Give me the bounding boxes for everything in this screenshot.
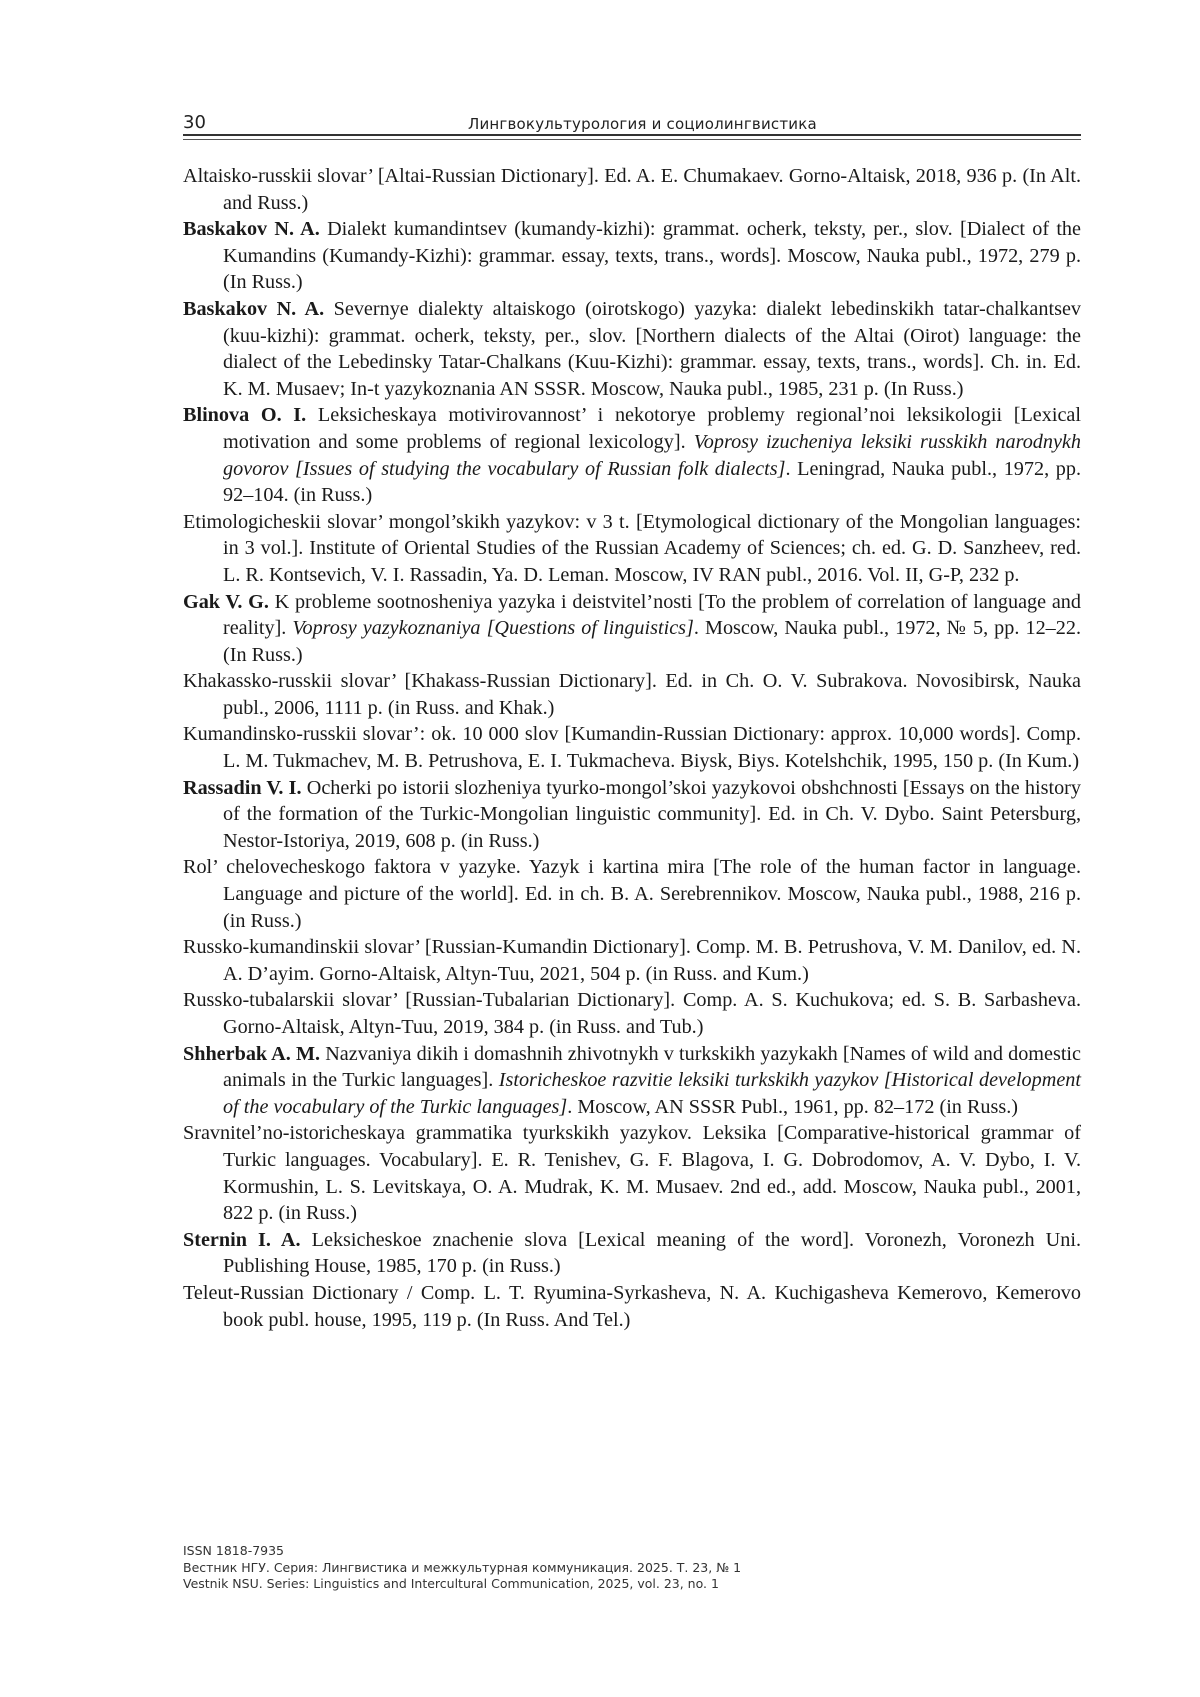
issn-line: ISSN 1818-7935 <box>183 1543 285 1558</box>
reference-author: Sternin I. A. <box>183 1228 301 1251</box>
reference-author: Rassadin V. I. <box>183 776 302 799</box>
reference-author: Gak V. G. <box>183 590 269 613</box>
reference-entry: Shherbak A. M. Nazvaniya dikih i domashnih zhivotnykh v turkskikh yazykakh [Names of wild and domestic animals in the Turkic languages]. Istoricheskoe razvitie leksiki turkskikh yazykov [Historical development of the vocabulary of the Turkic languages]. Moscow, AN SSSR Publ., 1961, pp. 82–172 (in Russ.) <box>183 1042 1082 1118</box>
header-rule-thin <box>183 139 1081 140</box>
reference-entry: Baskakov N. A. Severnye dialekty altaiskogo (oirotskogo) yazyka: dialekt lebedinskikh tatar-chalkantsev (kuu-kizhi): grammat. ocherk, teksty, per., slov. [Northern dialects of the Altai (Oirot) language: the dialect of the Lebedinsky Tatar-Chalkans (Kuu-Kizhi): grammar. essay, texts, trans., words]. Ch. in. Ed. K. M. Musaev; In-t yazykoznania AN SSSR. Moscow, Nauka publ., 1985, 231 p. (In Russ.) <box>183 297 1081 400</box>
reference-entry: Kumandinsko-russkii slovar’: ok. 10 000 slov [Kumandin-Russian Dictionary: approx. 10,000 words]. Comp. L. M. Tukmachev, M. B. Petrushova, E. I. Tukmacheva. Biysk, Biys. Kotelshchik, 1995, 150 p. (In Kum.) <box>183 723 1081 773</box>
reference-entry: Etimologicheskii slovar’ mongol’skikh yazykov: v 3 t. [Etymological dictionary of the Mongolian languages: in 3 vol.]. Institute of Oriental Studies of the Russian Academy of Sciences; ch. ed. G. D. Sanzheev, red. L. R. Kontsevich, V. I. Rassadin, Ya. D. Leman. Moscow, IV RAN publ., 2016. Vol. II, G-P, 232 p. <box>183 510 1081 586</box>
reference-entry: Rol’ chelovecheskogo faktora v yazyke. Yazyk i kartina mira [The role of the human factor in language. Language and picture of the world]. Ed. in ch. B. A. Serebrennikov. Moscow, Nauka publ., 1988, 216 p. (in Russ.) <box>183 856 1081 932</box>
reference-entry: Russko-kumandinskii slovar’ [Russian-Kumandin Dictionary]. Comp. M. B. Petrushova, V. M. Danilov, ed. N. A. D’ayim. Gorno-Altaisk, Altyn-Tuu, 2021, 504 p. (in Russ. and Kum.) <box>183 936 1081 985</box>
page-number: 30 <box>183 112 206 133</box>
running-title: Лингвокультурология и социолингвистика <box>468 115 817 133</box>
reference-author: Baskakov N. A. <box>183 297 325 320</box>
reference-author: Baskakov N. A. <box>183 218 320 241</box>
reference-entry: Rassadin V. I. Ocherki po istorii slozheniya tyurko-mongol’skoi yazykovoi obshchnosti [Essays on the history of the formation of the Turkic-Mongolian linguistic community]. Ed. in Ch. V. Dybo. Saint Petersburg, Nestor-Istoriya, 2019, 608 p. (in Russ.) <box>183 776 1081 852</box>
reference-entry: Altaisko-russkii slovar’ [Altai-Russian Dictionary]. Ed. A. E. Chumakaev. Gorno-Altaisk, 2018, 936 p. (In Alt. and Russ.) <box>183 165 1081 214</box>
reference-list <box>183 163 1081 1333</box>
reference-entry: Blinova O. I. Leksicheskaya motivirovannost’ i nekotorye problemy regional’noi leksikologii [Lexical motivation and some problems of regional lexicology]. Voprosy izucheniya leksiki russkikh narodnykh govorov [Issues of studying the vocabulary of Russian folk dialects]. Leningrad, Nauka publ., 1972, pp. 92–104. (in Russ.) <box>183 404 1081 507</box>
header-rule-thick <box>183 134 1081 136</box>
journal-citation-ru: Вестник НГУ. Серия: Лингвистика и межкультурная коммуникация. 2025. Т. 23, № 1 <box>183 1559 742 1575</box>
reference-author: Shherbak A. M. <box>183 1042 321 1065</box>
reference-entry: Baskakov N. A. Dialekt kumandintsev (kumandy-kizhi): grammat. ocherk, teksty, per., slov. [Dialect of the Kumandins (Kumandy-Kizhi): grammar. essay, texts, trans., words]. Moscow, Nauka publ., 1972, 279 p. (In Russ.) <box>183 218 1081 294</box>
reference-entry: Khakassko-russkii slovar’ [Khakass-Russian Dictionary]. Ed. in Ch. O. V. Subrakova. Novosibirsk, Nauka publ., 2006, 1111 p. (in Russ. and Khak.) <box>183 670 1081 719</box>
reference-source-title: Voprosy izucheniya leksiki russkikh narodnykh govorov [Issues of studying the vocabulary of Russian folk dialects] <box>223 430 1081 480</box>
reference-source-title: Voprosy yazykoznaniya [Questions of linguistics] <box>292 617 694 640</box>
page-header <box>183 112 1081 136</box>
reference-entry: Russko-tubalarskii slovar’ [Russian-Tubalarian Dictionary]. Comp. A. S. Kuchukova; ed. S. B. Sarbasheva. Gorno-Altaisk, Altyn-Tuu, 2019, 384 p. (in Russ. and Tub.) <box>183 989 1081 1038</box>
reference-source-title: Istoricheskoe razvitie leksiki turkskikh yazykov [Historical development of the vocabulary of the Turkic languages] <box>223 1069 1081 1118</box>
reference-author: Blinova O. I. <box>183 404 307 427</box>
reference-entry: Sravnitel’no-istoricheskaya grammatika tyurkskikh yazykov. Leksika [Comparative-historical grammar of Turkic languages. Vocabulary]. E. R. Tenishev, G. F. Blagova, I. G. Dobrodomov, A. V. Dybo, I. V. Kormushin, L. S. Levitskaya, O. A. Mudrak, K. M. Musaev. 2nd ed., add. Moscow, Nauka publ., 2001, 822 p. (in Russ.) <box>183 1122 1081 1225</box>
page-footer <box>183 1543 883 1593</box>
reference-entry: Teleut-Russian Dictionary / Comp. L. T. Ryumina-Syrkasheva, N. A. Kuchigasheva Kemerovo, Kemerovo book publ. house, 1995, 119 p. (In Russ. And Tel.) <box>183 1281 1081 1331</box>
reference-entry: Sternin I. A. Leksicheskoe znachenie slova [Lexical meaning of the word]. Voronezh, Voronezh Uni. Publishing House, 1985, 170 p. (in Russ.) <box>183 1228 1081 1278</box>
journal-citation-en: Vestnik NSU. Series: Linguistics and Intercultural Communication, 2025, vol. 23, no. 1 <box>183 1576 719 1591</box>
reference-entry: Gak V. G. K probleme sootnosheniya yazyka i deistvitel’nosti [To the problem of correlation of language and reality]. Voprosy yazykoznaniya [Questions of linguistics]. Moscow, Nauka publ., 1972, № 5, pp. 12–22. (In Russ.) <box>183 590 1081 666</box>
